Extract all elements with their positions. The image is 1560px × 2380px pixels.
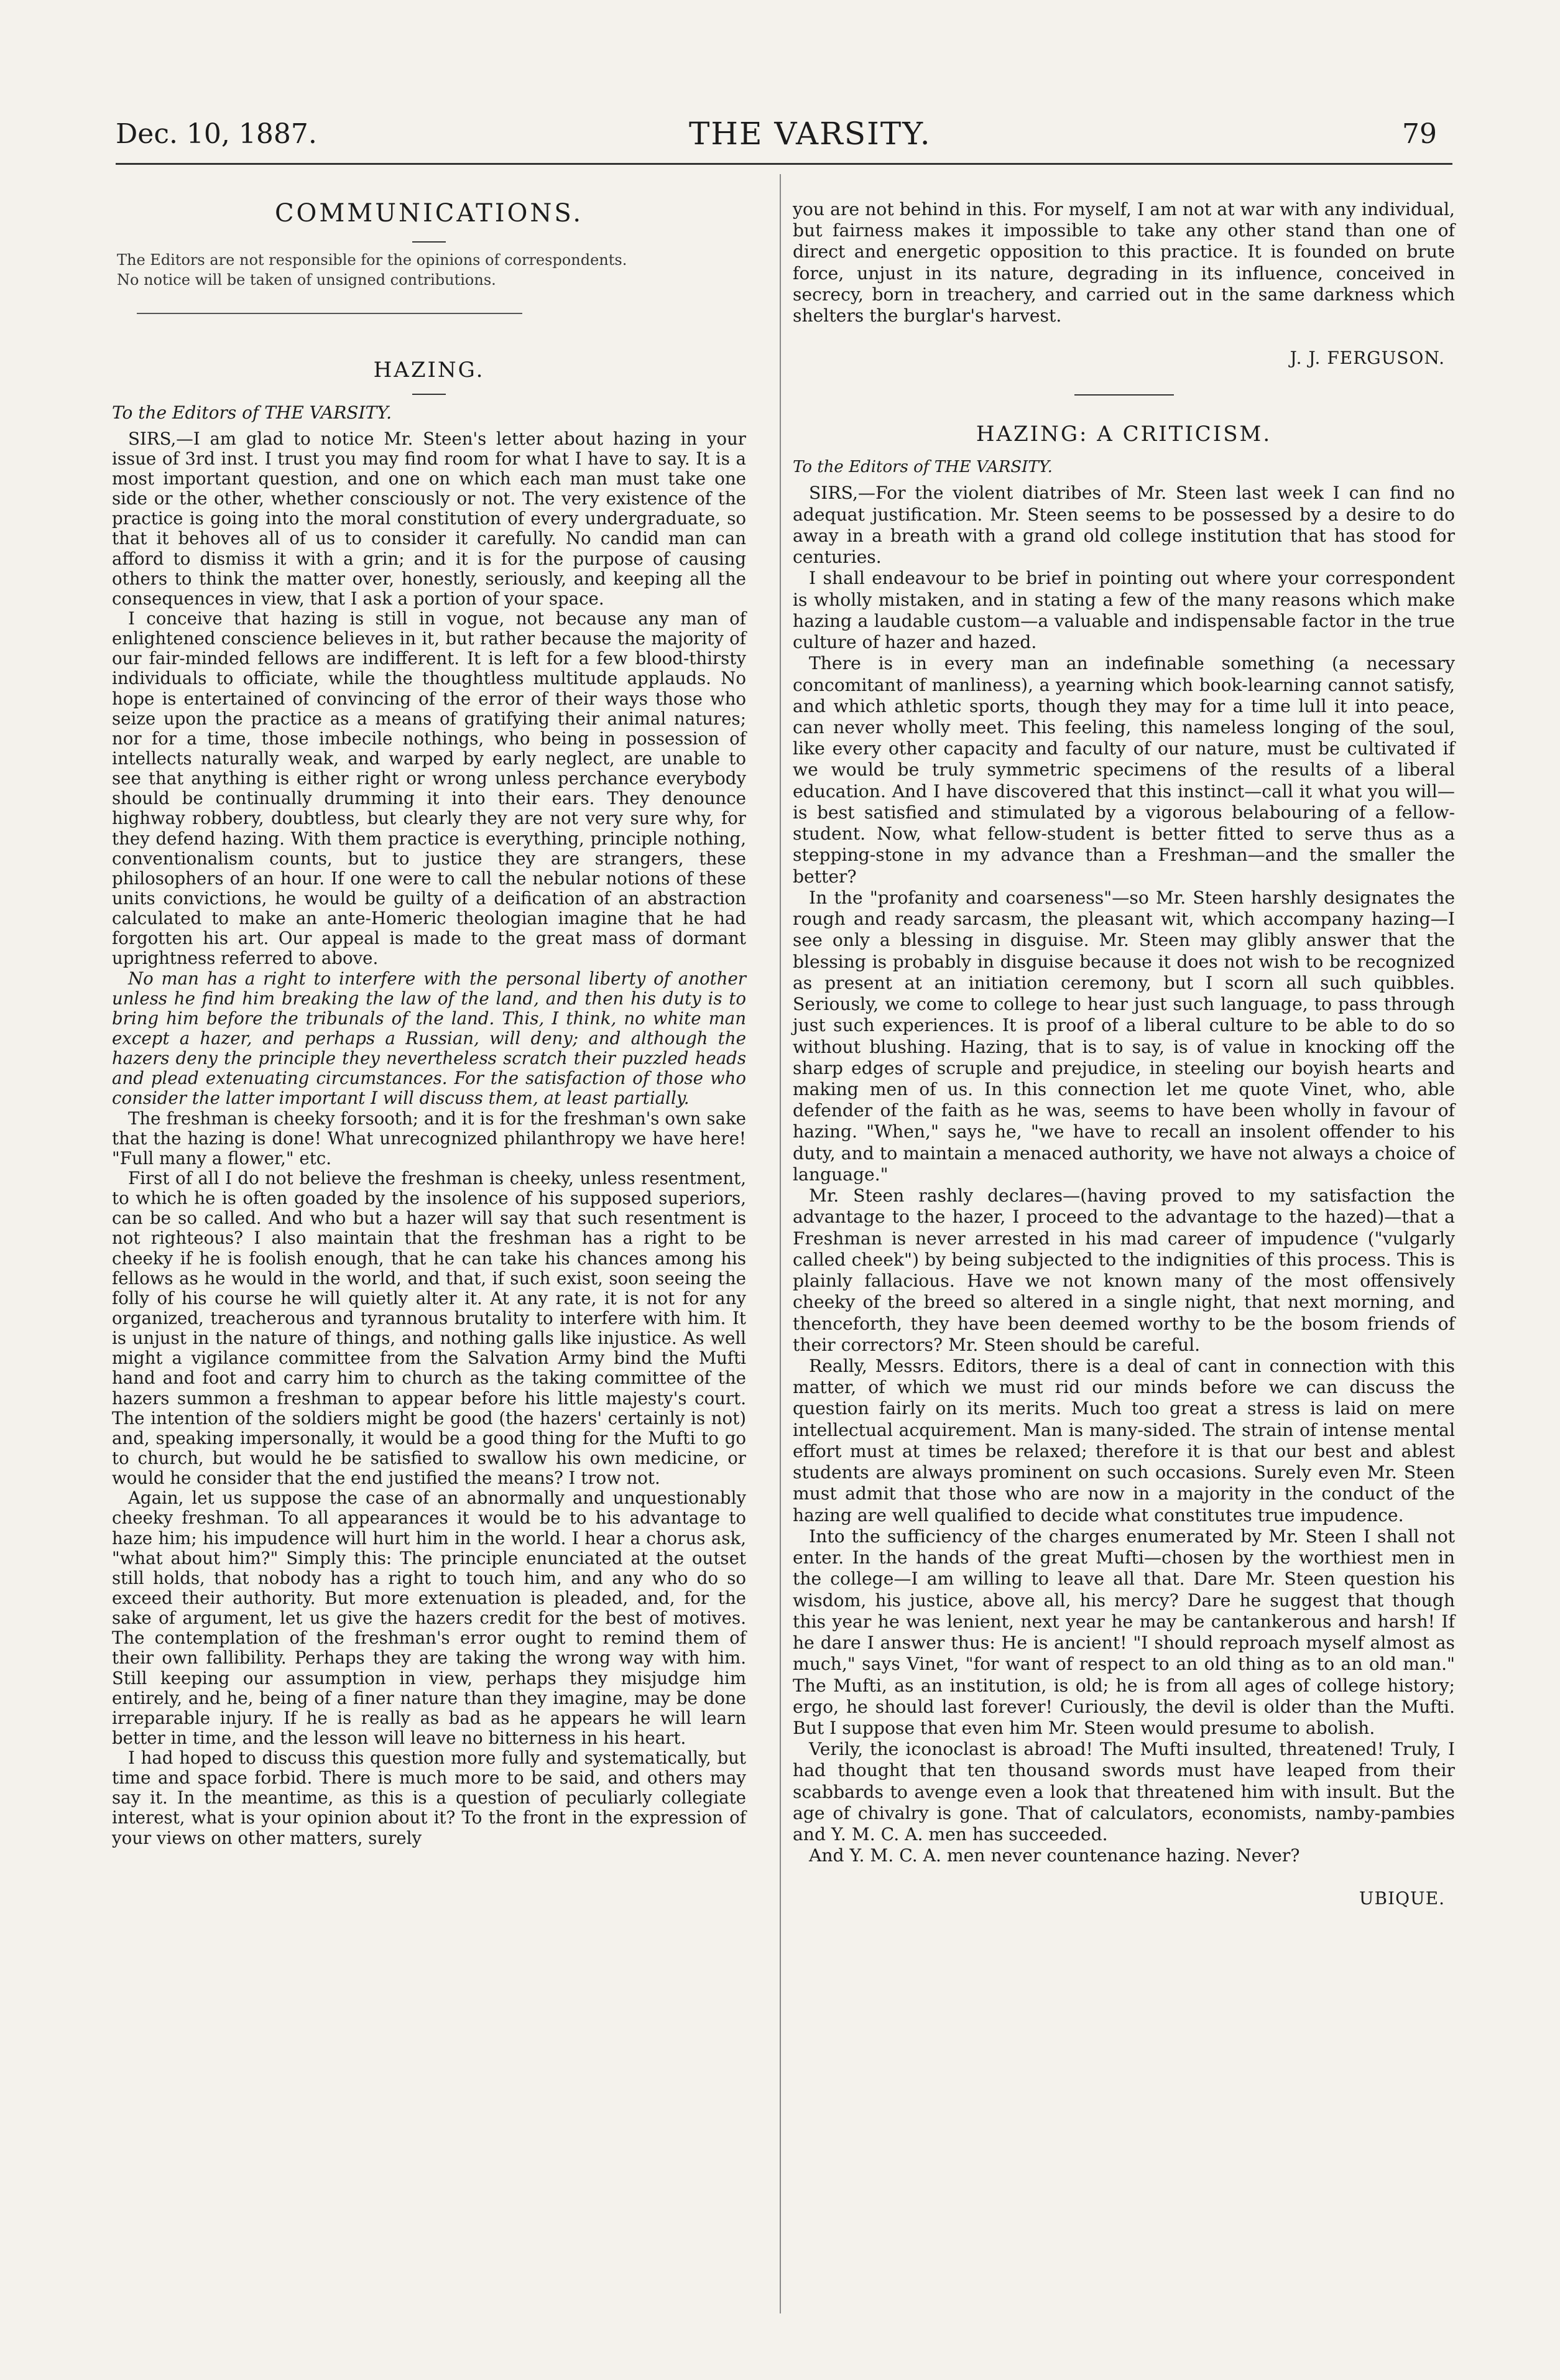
signature: J. J. FERGUSON. [1290,348,1445,369]
paragraph: I shall endeavour to be brief in pointing out where your correspondent is wholly mistaken, and in stating a few of the many reasons which make hazing a laudable custom—a valuable and indispensable factor in the true culture of hazer and hazed. [793,568,1455,653]
paragraph-continued: you are not behind in this. For myself, I am not at war with any individual, but fairness makes it impossible to take any other stand than one of direct and energetic opposition to this practice. It is founded on brute force, unjust in its nature, degrading in its influence, conceived in secrecy, born in treachery, and carried out in the same darkness which shelters the burglar's harvest. [793,199,1455,326]
right-column [793,199,1455,1921]
signature: UBIQUE. [1359,1887,1445,1909]
paragraph: In the "profanity and coarseness"—so Mr. Steen harshly designates the rough and ready sarcasm, the pleasant wit, which accompany hazing—I see only a blessing in disguise. Mr. Steen may glibly answer that the blessing is probably in disguise because it does not wish to be recognized as present at an initiation ceremony, but I scorn all such quibbles. Seriously, we come to college to hear just such language, to pass through just such experiences. It is proof of a liberal culture to be able to do so without blushing. Hazing, that is to say, is of value in knocking off the sharp edges of scruple and prejudice, in steeling our boyish hearts and making men of us. In this connection let me quote Vinet, who, able defender of the faith as he was, seems to have been wholly in favour of hazing. "When," says he, "we have to recall an insolent offender to his duty, and to maintain a menaced authority, we have not always a choice of language." [793,887,1455,1185]
header-rule [116,163,1452,165]
editor-note: The Editors are not responsible for the opinions of correspondents. [117,251,627,269]
masthead-title: THE VARSITY. [689,116,931,152]
paragraph: SIRS,—I am glad to notice Mr. Steen's letter about hazing in your issue of 3rd inst. I trust you may find room for what I have to say. It is a most important question, and one on which each man must take one side or the other, whether consciously or not. The very existence of the practice is going into the moral constitution of every undergraduate, so that it behoves all of us to consider it carefully. No candid man can afford to dismiss it with a grin; and it is for the purpose of causing others to think the matter over, honestly, seriously, and keeping all the consequences in view, that I ask a portion of your space. [112,428,746,609]
issue-date: Dec. 10, 1887. [116,118,317,150]
title-rule [412,394,446,395]
paragraph: No man has a right to interfere with the personal liberty of another unless he find him breaking the law of the land, and then his duty is to bring him before the tribunals of the land. This, I think, no white man except a hazer, and perhaps a Russian, will deny; and although the hazers deny the principle they nevertheless scratch their puzzled heads and plead extenuating circumstances. For the satisfaction of those who consider the latter important I will discuss them, at least partially. [112,968,746,1109]
paragraph: Into the sufficiency of the charges enumerated by Mr. Steen I shall not enter. In the hands of the great Mufti—chosen by the worthiest men in the college—I am willing to leave all that. Dare Mr. Steen question his wisdom, his justice, above all, his mercy? Dare he suggest that though this year he was lenient, next year he may be cantankerous and harsh! If he dare I answer thus: He is ancient! "I should reproach myself almost as much," says Vinet, "for want of respect to an old thing as to an old man." The Mufti, as an institution, is old; he is from all ages of college history; ergo, he should last forever! Curiously, the devil is older than the Mufti. But I suppose that even him Mr. Steen would presume to abolish. [793,1526,1455,1738]
heading-rule [412,241,446,243]
paragraph: There is in every man an indefinable something (a necessary concomitant of manliness), a yearning which book-learning cannot satisfy, and which athletic sports, though they may for a time lull it into peace, can never wholly meet. This feeling, this nameless longing of the soul, like every other capacity and faculty of our nature, must be cultivated if we would be truly symmetric specimens of the results of a liberal education. And I have discovered that this instinct—call it what you will—is best satisfied and stimulated by a vigorous belabouring of a fellow-student. Now, what fellow-student is better fitted to serve thus as a stepping-stone in my advance than a Freshman—and the smaller the better? [793,653,1455,887]
unsigned-note: No notice will be taken of unsigned contributions. [117,271,496,289]
section-heading: COMMUNICATIONS. [274,199,584,228]
column-divider [780,174,781,2313]
paragraph: I had hoped to discuss this question more fully and systematically, but time and space forbid. There is much more to be said, and others may say it. In the meantime, as this is a question of peculiarly collegiate interest, what is your opinion about it? To the front in the expression of your views on other matters, surely [112,1748,746,1848]
paragraph: SIRS,—For the violent diatribes of Mr. Steen last week I can find no adequat justification. Mr. Steen seems to be possessed by a desire to do away in a breath with a grand old college institution that has stood for centuries. [793,483,1455,568]
article-separator [1074,394,1174,396]
paragraph: First of all I do not believe the freshman is cheeky, unless resentment, to which he is often goaded by the insolence of his supposed superiors, can be so called. And who but a hazer will say that such resentment is not righteous? I also maintain that the freshman has a right to be cheeky if he is foolish enough, that he can take his chances among his fellows as he would in the world, and that, if such exist, soon seeing the folly of his course he will quietly alter it. At any rate, it is not for any organized, treacherous and tyrannous brutality to interfere with him. It is unjust in the nature of things, and nothing galls like injustice. As well might a vigilance committee from the Salvation Army bind the Mufti hand and foot and carry him to church as the taking committee of the hazers summon a freshman to appear before his little majesty's court. The intention of the soldiers might be good (the hazers' certainly is not) and, speaking impersonally, it would be a good thing for the Mufti to go to church, but would he be satisfied to swallow his own medicine, or would he consider that the end justified the means? I trow not. [112,1167,746,1489]
paragraph: Verily, the iconoclast is abroad! The Mufti insulted, threatened! Truly, I had thought that ten thousand swords must have leaped from their scabbards to avenge even a look that threatened him with insult. But the age of chivalry is gone. That of calculators, economists, namby-pambies and Y. M. C. A. men has succeeded. [793,1739,1455,1845]
article-title: HAZING: A CRITICISM. [976,422,1272,447]
left-column [112,180,746,1848]
article-title: HAZING. [373,357,485,382]
paragraph: I conceive that hazing is still in vogue, not because any man of enlightened conscience believes in it, but rather because the majority of our fair-minded fellows are indifferent. It is left for a few blood-thirsty individuals to officiate, while the thoughtless multitude applauds. No hope is entertained of convincing of the error of their ways those who seize upon the practice as a means of gratifying their animal natures; nor for a time, those imbecile nothings, who being in possession of intellects naturally weak, and warped by early neglect, are unable to see that anything is either right or wrong unless perchance everybody should be continually drumming it into their ears. They denounce highway robbery, doubtless, but clearly they are not very sure why, for they defend hazing. With them practice is everything, principle nothing, conventionalism counts, but to justice they are strangers, these philosophers of an hour. If one were to call the nebular notions of these units convictions, he would be guilty of a deification of an abstraction calculated to make an ante-Homeric theologian imagine that he had forgotten his art. Our appeal is made to the great mass of dormant uprightness referred to above. [112,608,746,969]
salutation: To the Editors of THE VARSITY. [112,402,392,423]
paragraph: Really, Messrs. Editors, there is a deal of cant in connection with this matter, of which we must rid our minds before we can discuss the question fairly on its merits. Much too great a stress is laid on mere intellectual acquirement. Man is many-sided. The strain of intense mental effort must at times be relaxed; therefore it is that our best and ablest students are always prominent on such occasions. Surely even Mr. Steen must admit that those who are now in a majority in the conduct of the hazing are well qualified to decide what constitutes true impudence. [793,1356,1455,1526]
paragraph: Again, let us suppose the case of an abnormally and unquestionably cheeky freshman. To all appearances it would be to his advantage to haze him; his impudence will hurt him in the world. I hear a chorus ask, "what about him?" Simply this: The principle enunciated at the outset still holds, that nobody has a right to touch him, and any who do so exceed their authority. But more extenuation is pleaded, and, for the sake of argument, let us give the hazers credit for the best of motives. The contemplation of the freshman's error ought to remind them of their own fallibility. Perhaps they are taking the wrong way with him. Still keeping our assumption in view, perhaps they misjudge him entirely, and he, being of a finer nature than they imagine, may be done irreparable injury. If he is really as bad as he appears he will learn better in time, and the lesson will leave no bitterness in his heart. [112,1488,746,1748]
salutation: To the Editors of THE VARSITY. [793,458,1053,477]
section-rule [137,313,522,314]
paragraph: Mr. Steen rashly declares—(having proved to my satisfaction the advantage to the hazer, I proceed to the advantage to the hazed)—that a Freshman is never arrested in his mad career of impudence ("vulgarly called cheek") by being subjected to the indignities of this process. This is plainly fallacious. Have we not known many of the most offensively cheeky of the breed so altered in a single night, that next morning, and thenceforth, they have been deemed worthy to be the bosom friends of their correctors? Mr. Steen should be careful. [793,1185,1455,1355]
paragraph: The freshman is cheeky forsooth; and it is for the freshman's own sake that the hazing is done! What unrecognized philanthropy we have here! "Full many a flower," etc. [112,1108,746,1169]
paragraph: And Y. M. C. A. men never countenance hazing. Never? [809,1845,1300,1866]
page-number: 79 [1402,118,1437,150]
